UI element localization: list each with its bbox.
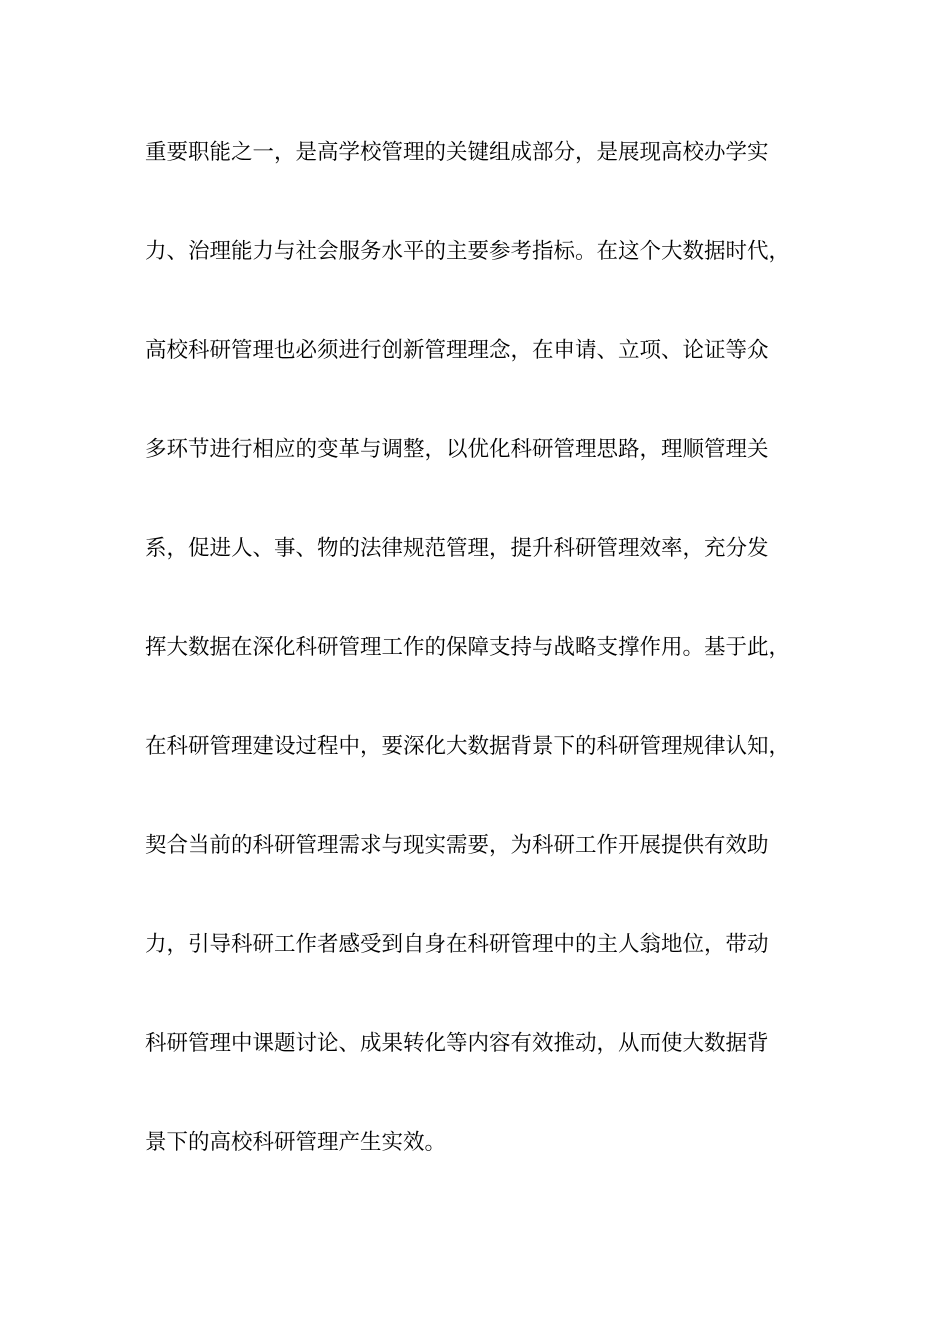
paragraph-line: 系，促进人、事、物的法律规范管理，提升科研管理效率，充分发 (145, 536, 769, 561)
paragraph-line: 科研管理中课题讨论、成果转化等内容有效推动，从而使大数据背 (145, 1031, 769, 1056)
paragraph-line: 力，引导科研工作者感受到自身在科研管理中的主人翁地位，带动 (145, 932, 769, 957)
paragraph-line: 景下的高校科研管理产生实效。 (145, 1130, 447, 1155)
paragraph-line: 挥大数据在深化科研管理工作的保障支持与战略支撑作用。基于此， (145, 635, 791, 660)
paragraph-line: 契合当前的科研管理需求与现实需要，为科研工作开展提供有效助 (145, 833, 769, 858)
body-paragraph (145, 133, 835, 1222)
paragraph-line: 高校科研管理也必须进行创新管理理念，在申请、立项、论证等众 (145, 338, 769, 363)
paragraph-line: 重要职能之一，是高学校管理的关键组成部分，是展现高校办学实 (145, 140, 769, 165)
paragraph-line: 在科研管理建设过程中，要深化大数据背景下的科研管理规律认知， (145, 734, 791, 759)
paragraph-line: 多环节进行相应的变革与调整，以优化科研管理思路，理顺管理关 (145, 437, 769, 462)
paragraph-line: 力、治理能力与社会服务水平的主要参考指标。在这个大数据时代， (145, 239, 791, 264)
